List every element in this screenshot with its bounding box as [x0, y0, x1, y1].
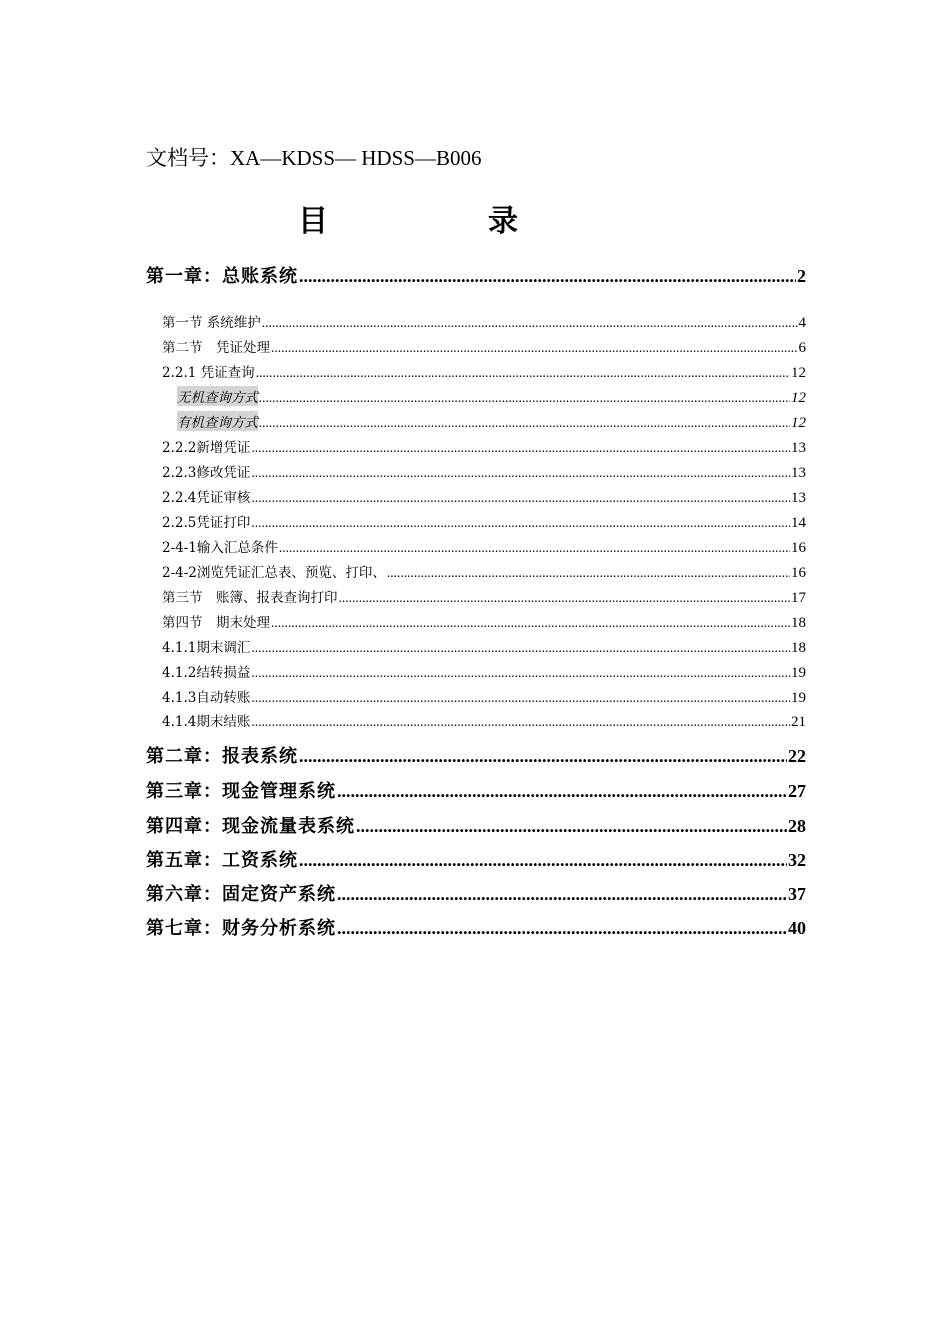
toc-title-char-1: 目 [298, 204, 328, 239]
document-number: 文档号：XA—KDSS— HDSS—B006 [146, 146, 482, 170]
toc-entry-chapter-7[interactable]: 第七章：财务分析系统 ..... 40 [146, 914, 806, 940]
toc-entry[interactable]: 2-4-2浏览凭证汇总表、预览、打印、 ..... 16 [162, 561, 806, 582]
toc-entry-chapter-4[interactable]: 第四章：现金流量表系统 ..... 28 [146, 812, 806, 838]
toc-entry[interactable]: 2.2.4凭证审核 ..... 13 [162, 486, 806, 507]
toc-entry[interactable]: 4.1.1期末调汇 ..... 18 [162, 636, 806, 657]
toc-entry[interactable]: 第二节 凭证处理 ..... 6 [162, 336, 806, 357]
toc-entry[interactable]: 2.2.2新增凭证 ..... 13 [162, 436, 806, 457]
toc-entry-chapter-3[interactable]: 第三章：现金管理系统 ..... 27 [146, 777, 806, 803]
toc-entry[interactable]: 第三节 账簿、报表查询打印 ..... 17 [162, 586, 806, 607]
toc-entry[interactable]: 2.2.1 凭证查询 ..... 12 [162, 361, 806, 382]
toc-entry[interactable]: 4.1.4期末结账 ..... 21 [162, 710, 806, 731]
toc-title [298, 196, 518, 240]
toc-entry[interactable]: 第四节 期末处理 ..... 18 [162, 611, 806, 632]
toc-entry[interactable]: 2.2.3修改凭证 ..... 13 [162, 461, 806, 482]
toc-entry[interactable]: 4.1.2结转损益 ..... 19 [162, 661, 806, 682]
toc-entry-chapter-6[interactable]: 第六章：固定资产系统 ..... 37 [146, 880, 806, 906]
toc-entry[interactable]: 4.1.3自动转账 ..... 19 [162, 686, 806, 707]
toc-entry[interactable]: 2.2.5凭证打印 ..... 14 [162, 511, 806, 532]
toc-entry-chapter-5[interactable]: 第五章：工资系统 ..... 32 [146, 846, 806, 872]
toc-entry[interactable]: 2-4-1输入汇总条件 ..... 16 [162, 536, 806, 557]
toc-entry-highlighted[interactable]: 无机查询方式 ..... 12 [177, 386, 806, 407]
toc-entry-chapter-1[interactable]: 第一章：总账系统 ..... 2 [146, 262, 806, 288]
toc-entry[interactable]: 第一节 系统维护 ..... 4 [162, 311, 806, 332]
toc-title-char-2: 录 [488, 204, 518, 239]
toc-entry-chapter-2[interactable]: 第二章：报表系统 ..... 22 [146, 742, 806, 768]
toc-entry-highlighted[interactable]: 有机查询方式 ..... 12 [177, 411, 806, 432]
